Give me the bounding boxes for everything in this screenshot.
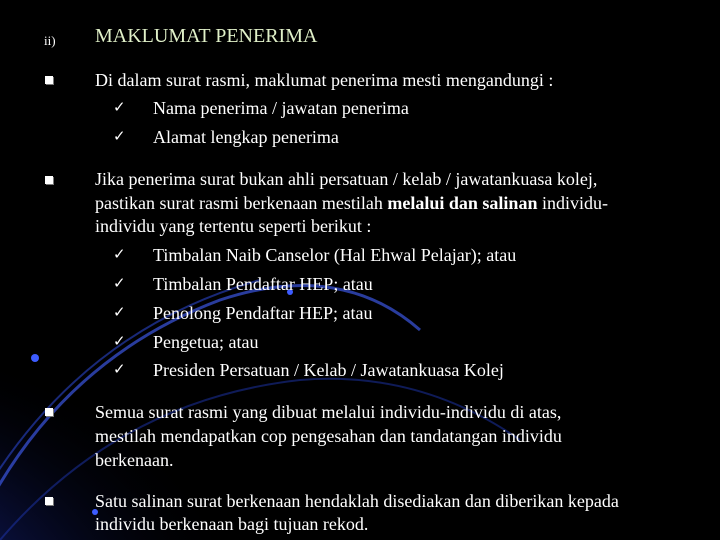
bullet-4-line-2: individu berkenaan bagi tujuan rekod. xyxy=(95,514,369,534)
bullet-2-line-2 xyxy=(95,193,695,213)
section-marker: ii) xyxy=(44,33,56,48)
check-icon: ✓ xyxy=(113,129,126,145)
check-item-label: Alamat lengkap penerima xyxy=(153,127,339,147)
check-item-label: Nama penerima / jawatan penerima xyxy=(153,98,409,118)
check-icon: ✓ xyxy=(113,100,126,116)
square-bullet-icon xyxy=(45,176,53,184)
bullet-2-line-2-end: individu- xyxy=(537,193,608,213)
bullet-3-line-1: Semua surat rasmi yang dibuat melalui individu-individu di atas, xyxy=(95,402,562,422)
check-icon: ✓ xyxy=(113,334,126,350)
bullet-2-line-1: Jika penerima surat bukan ahli persatuan / kelab / jawatankuasa kolej, xyxy=(95,169,598,189)
check-icon: ✓ xyxy=(113,305,126,321)
bullet-3-line-2: mestilah mendapatkan cop pengesahan dan tandatangan individu xyxy=(95,426,562,446)
slide-heading: MAKLUMAT PENERIMA xyxy=(95,25,318,47)
bullet-2-line-3: individu yang tertentu seperti berikut : xyxy=(95,216,372,236)
square-bullet-icon xyxy=(45,408,53,416)
check-item-label: Timbalan Naib Canselor (Hal Ehwal Pelajar); atau xyxy=(153,245,517,265)
bullet-3-line-3: berkenaan. xyxy=(95,450,174,470)
check-item-label: Timbalan Pendaftar HEP; atau xyxy=(153,274,373,294)
check-icon: ✓ xyxy=(113,276,126,292)
check-item-label: Presiden Persatuan / Kelab / Jawatankuasa Kolej xyxy=(153,360,504,380)
square-bullet-icon xyxy=(45,76,53,84)
check-item-label: Pengetua; atau xyxy=(153,332,259,352)
bullet-1-text: Di dalam surat rasmi, maklumat penerima mesti mengandungi : xyxy=(95,70,554,90)
check-icon: ✓ xyxy=(113,247,126,263)
bullet-2-emphasis: melalui dan salinan xyxy=(387,193,538,213)
square-bullet-icon xyxy=(45,497,53,505)
check-item-label: Penolong Pendaftar HEP; atau xyxy=(153,303,373,323)
check-icon: ✓ xyxy=(113,362,126,378)
bullet-4-line-1: Satu salinan surat berkenaan hendaklah disediakan dan diberikan kepada xyxy=(95,491,619,511)
bullet-2-line-2-start: pastikan surat rasmi berkenaan mestilah xyxy=(95,193,388,213)
